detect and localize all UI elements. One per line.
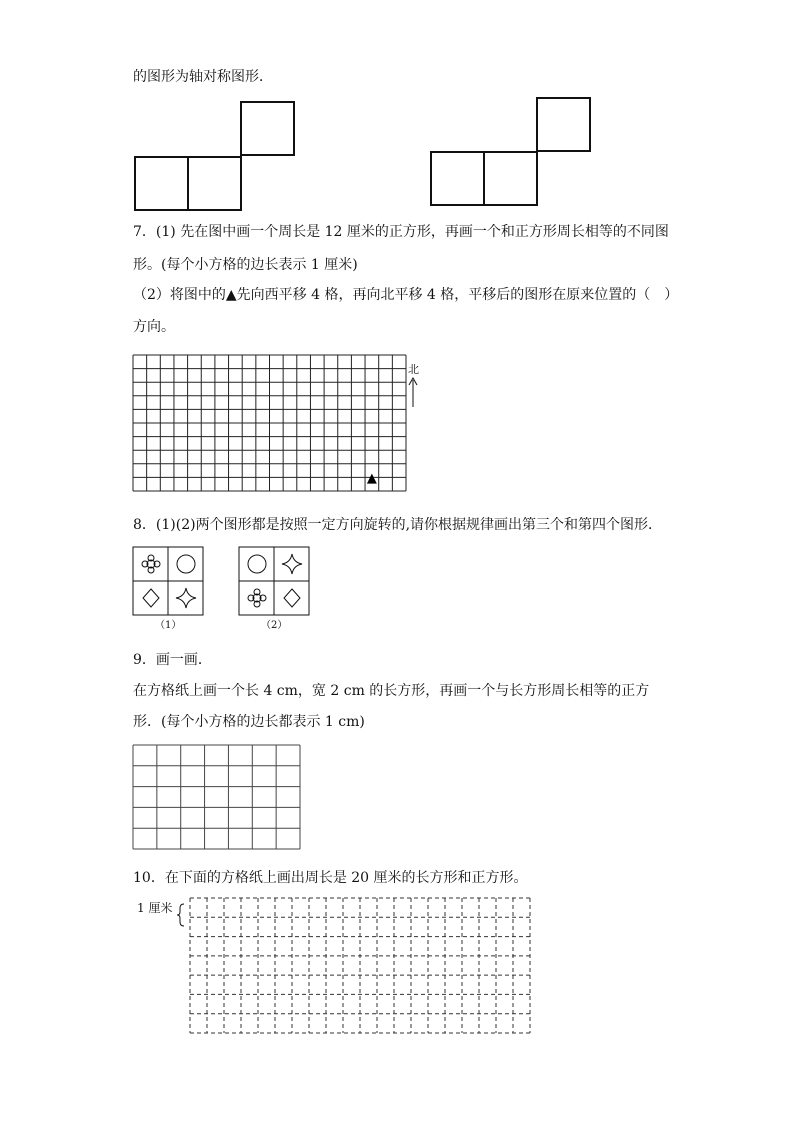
circle-icon bbox=[177, 555, 195, 573]
q9-grid bbox=[133, 745, 300, 849]
q7-line2: 形。(每个小方格的边长表示 1 厘米) bbox=[133, 257, 358, 273]
q7-line4: 方向。 bbox=[133, 319, 175, 335]
axis-figure-right bbox=[431, 98, 590, 205]
q9-title: 9．画一画． bbox=[133, 652, 212, 668]
q7-line1: 7．(1) 先在图中画一个周长是 12 厘米的正方形，再画一个和正方形周长相等的不同图 bbox=[133, 224, 669, 240]
rotation-figure-1 bbox=[133, 547, 203, 615]
q10-grid bbox=[190, 898, 530, 1033]
diamond-icon bbox=[143, 589, 159, 607]
flower-icon bbox=[142, 555, 160, 573]
north-label: 北 bbox=[408, 363, 419, 376]
q10-unit-label: 1 厘米 bbox=[137, 901, 173, 915]
brace-icon bbox=[177, 904, 184, 926]
q8-caption-2: （2） bbox=[261, 620, 288, 631]
intro-line: 的图形为轴对称图形． bbox=[133, 69, 273, 85]
q9-line2: 形．(每个小方格的边长都表示 1 cm) bbox=[133, 714, 365, 730]
rotation-figure-2 bbox=[239, 547, 309, 615]
north-arrow-icon bbox=[409, 378, 417, 407]
q10-text: 10．在下面的方格纸上画出周长是 20 厘米的长方形和正方形。 bbox=[133, 870, 528, 886]
q7-line3: （2）将图中的▲先向西平移 4 格，再向北平移 4 格，平移后的图形在原来位置的（ ） bbox=[133, 287, 679, 303]
triangle-marker: ▲ bbox=[366, 471, 377, 487]
q9-line1: 在方格纸上画一个长 4 cm，宽 2 cm 的长方形，再画一个与长方形周长相等的正方 bbox=[133, 683, 650, 699]
flower-icon bbox=[248, 589, 266, 607]
diamond-icon bbox=[284, 589, 300, 607]
circle-icon bbox=[248, 555, 266, 573]
q8-text: 8．(1)(2)两个图形都是按照一定方向旋转的,请你根据规律画出第三个和第四个图形． bbox=[133, 517, 663, 533]
q8-caption-1: （1） bbox=[155, 620, 182, 631]
star-icon bbox=[282, 554, 302, 574]
q7-grid bbox=[133, 355, 406, 491]
star-icon bbox=[176, 588, 196, 608]
axis-figure-left bbox=[135, 102, 294, 210]
